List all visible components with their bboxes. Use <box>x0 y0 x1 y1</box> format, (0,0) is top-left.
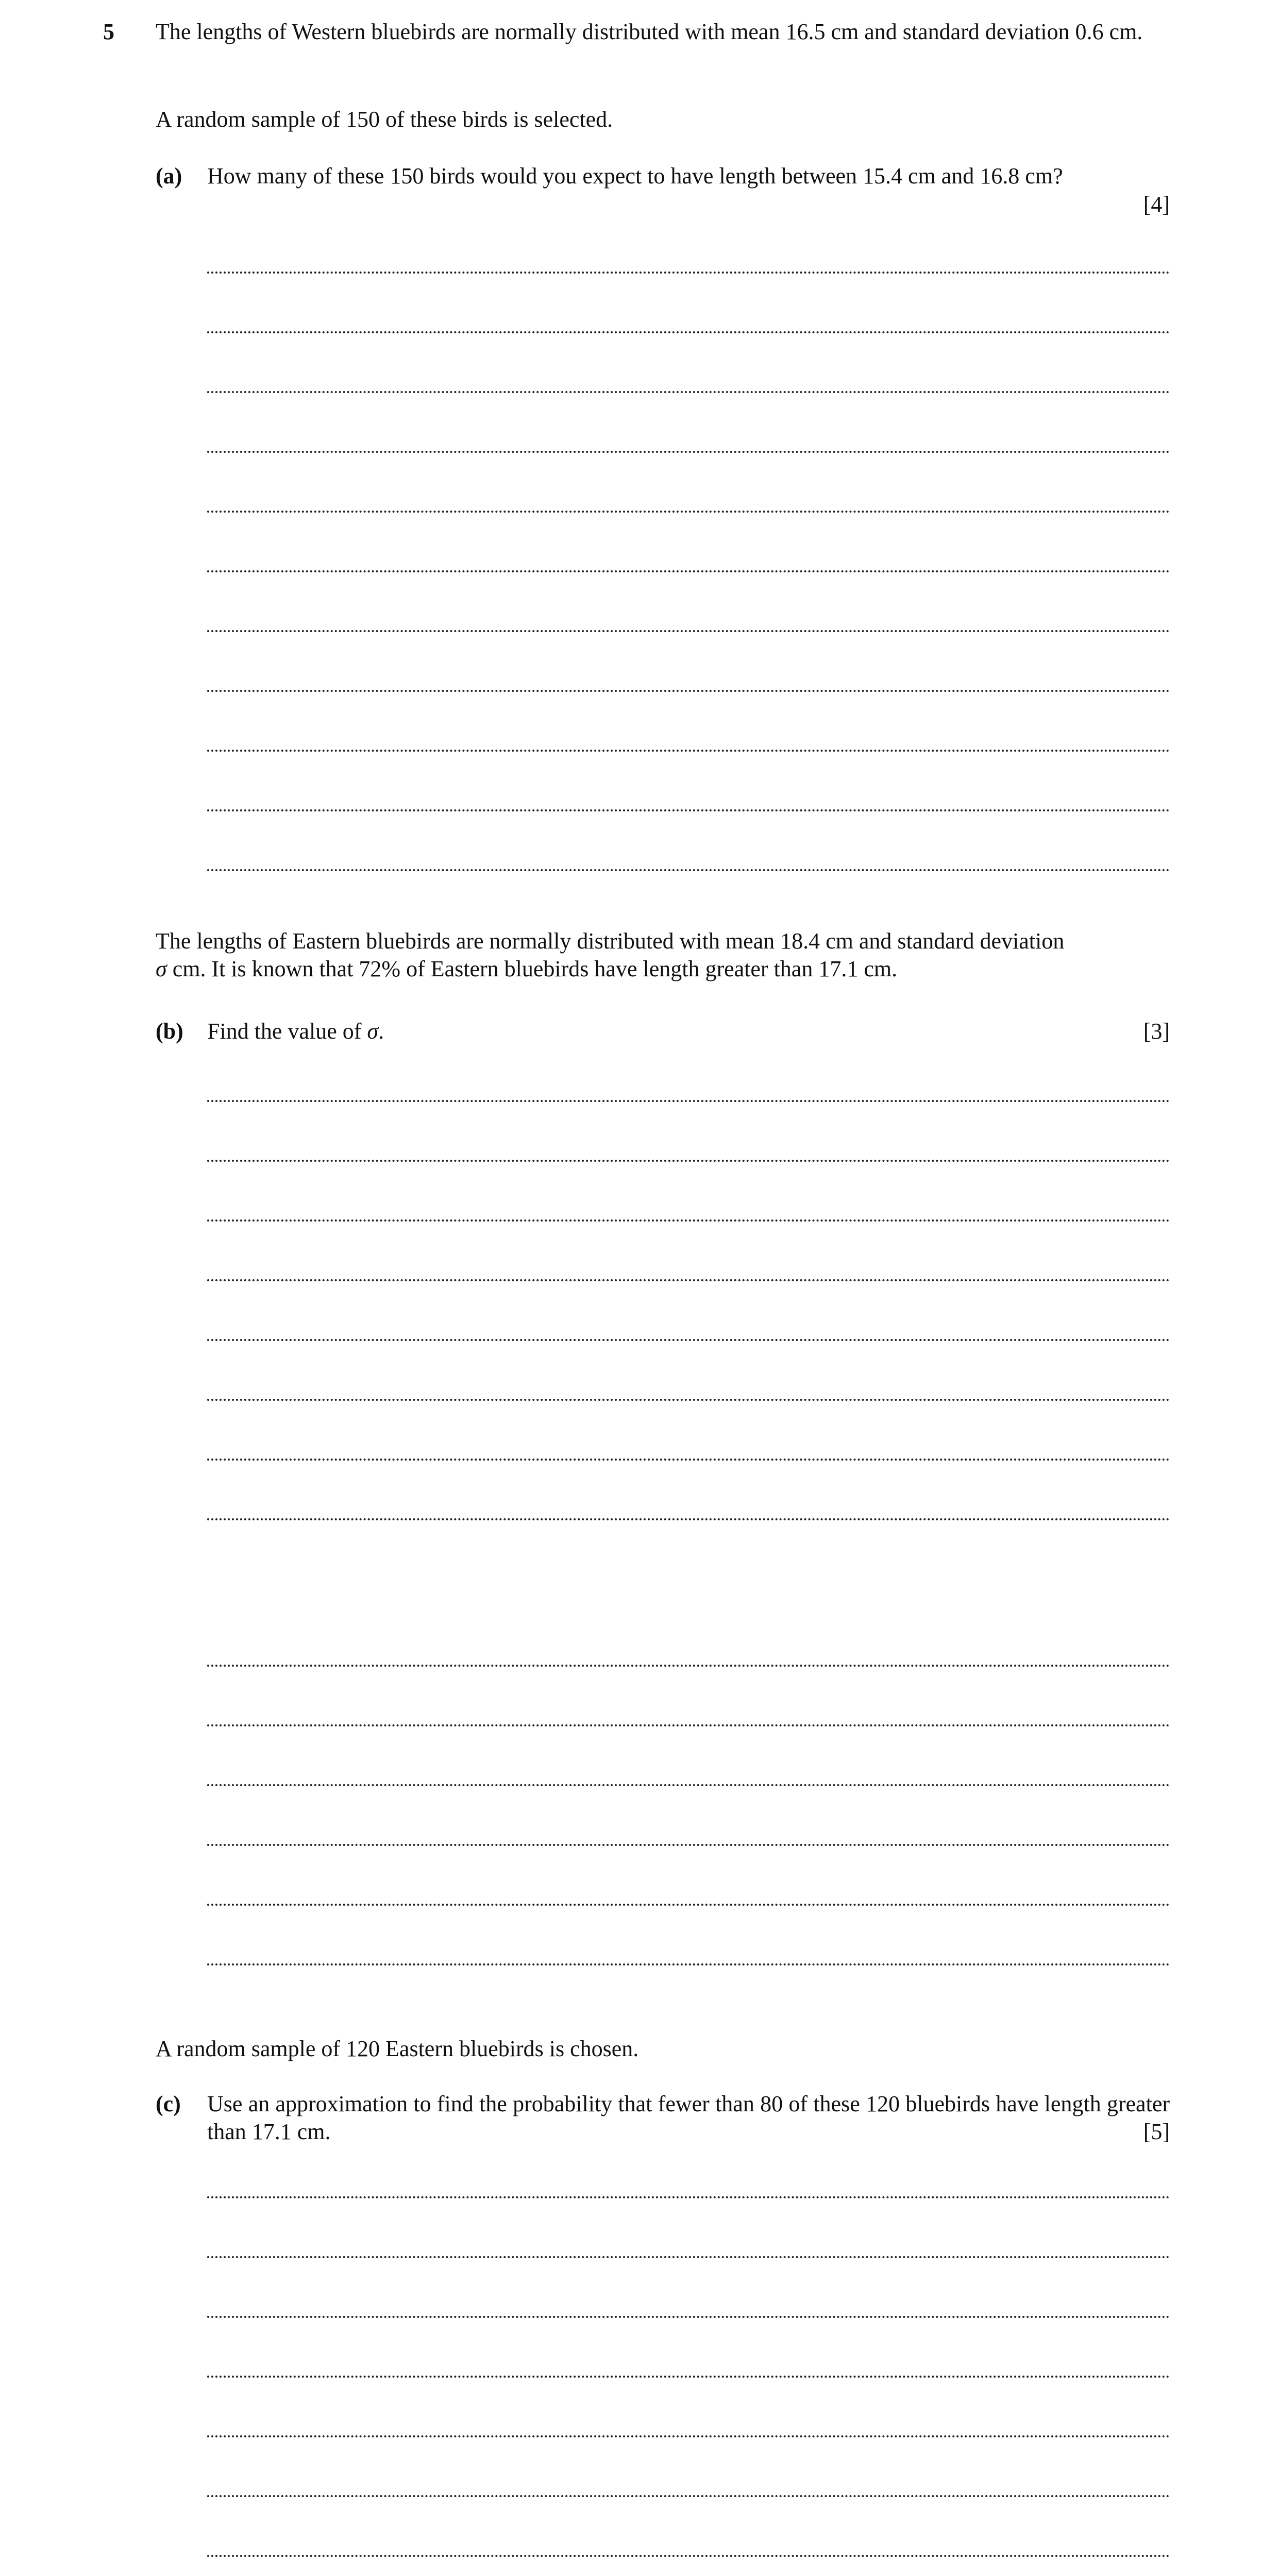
answer-line[interactable] <box>207 451 1170 453</box>
answer-line[interactable] <box>207 690 1170 692</box>
question-number: 5 <box>103 19 114 44</box>
answer-line[interactable] <box>207 750 1170 752</box>
part-a-text: How many of these 150 birds would you expect to have length between 15.4 cm and 16.8 cm? <box>207 163 1063 189</box>
part-c-marks: [5] <box>1143 2119 1170 2144</box>
answer-line[interactable] <box>207 809 1170 811</box>
part-c-label: (c) <box>156 2091 181 2116</box>
answer-line[interactable] <box>207 1784 1170 1786</box>
eastern-sample-statement: A random sample of 120 Eastern bluebirds is chosen. <box>156 2036 639 2061</box>
part-b-text <box>207 1018 1170 1045</box>
answer-line[interactable] <box>207 1904 1170 1906</box>
answer-line[interactable] <box>207 2316 1170 2318</box>
answer-line[interactable] <box>207 331 1170 333</box>
answer-line[interactable] <box>207 1724 1170 1726</box>
part-b-label: (b) <box>156 1019 183 1044</box>
answer-line[interactable] <box>207 2555 1170 2557</box>
eastern-statement <box>156 927 1170 982</box>
answer-line[interactable] <box>207 2376 1170 2378</box>
answer-line[interactable] <box>207 511 1170 513</box>
answer-line[interactable] <box>207 2435 1170 2437</box>
eastern-statement-line1: The lengths of Eastern bluebirds are normally distributed with mean 18.4 cm and standard deviation <box>156 928 1065 954</box>
answer-line[interactable] <box>207 1339 1170 1341</box>
answer-line[interactable] <box>207 1518 1170 1520</box>
answer-line[interactable] <box>207 1219 1170 1222</box>
part-a-marks: [4] <box>1143 192 1170 217</box>
answer-line[interactable] <box>207 570 1170 572</box>
answer-line[interactable] <box>207 2196 1170 2198</box>
answer-line[interactable] <box>207 1963 1170 1965</box>
answer-line[interactable] <box>207 630 1170 632</box>
answer-line[interactable] <box>207 391 1170 393</box>
part-b-sigma-symbol: σ <box>367 1019 379 1044</box>
question-intro: The lengths of Western bluebirds are normally distributed with mean 16.5 cm and standard deviation 0.6 cm. <box>156 19 1143 44</box>
answer-line[interactable] <box>207 1665 1170 1667</box>
answer-line[interactable] <box>207 1279 1170 1281</box>
part-b-marks: [3] <box>1143 1019 1170 1044</box>
answer-line[interactable] <box>207 1399 1170 1401</box>
answer-line[interactable] <box>207 2495 1170 2497</box>
answer-line[interactable] <box>207 869 1170 871</box>
answer-line[interactable] <box>207 1160 1170 1162</box>
part-b-text-after: . <box>378 1019 384 1044</box>
answer-line[interactable] <box>207 1844 1170 1846</box>
answer-line[interactable] <box>207 2256 1170 2258</box>
answer-line[interactable] <box>207 1459 1170 1461</box>
part-b-text-before: Find the value of <box>207 1019 367 1044</box>
sample-statement: A random sample of 150 of these birds is selected. <box>156 107 613 132</box>
sigma-symbol: σ <box>156 956 167 981</box>
eastern-statement-line2: cm. It is known that 72% of Eastern bluebirds have length greater than 17.1 cm. <box>166 956 898 981</box>
part-a-label: (a) <box>156 163 182 189</box>
answer-line[interactable] <box>207 272 1170 274</box>
part-c-text: Use an approximation to find the probability that fewer than 80 of these 120 bluebirds have length greater than 17.1 cm. <box>207 2091 1170 2144</box>
answer-line[interactable] <box>207 1100 1170 1102</box>
